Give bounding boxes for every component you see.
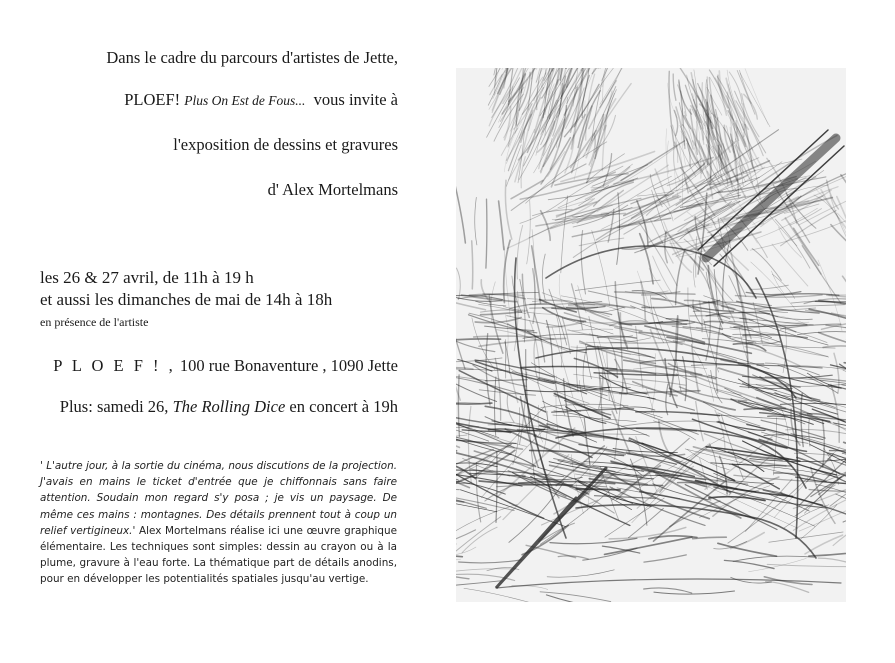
concert-prefix: Plus: samedi 26, [59, 397, 169, 416]
dates-block [40, 267, 332, 333]
invite-text: vous invite à [313, 90, 398, 109]
venue-name: P L O E F ! , [53, 356, 176, 375]
sketch-strokes [456, 68, 846, 602]
address-line [53, 356, 398, 376]
concert-suffix: en concert à 19h [289, 397, 398, 416]
street-address: 100 rue Bonaventure , 1090 Jette [179, 356, 398, 375]
band-name: The Rolling Dice [172, 397, 286, 416]
dates-may: et aussi les dimanches de mai de 14h à 18h [40, 290, 333, 309]
organizer-name: PLOEF! [124, 90, 181, 109]
drawing-svg [456, 68, 846, 602]
artist-quote [40, 458, 397, 588]
pencil-drawing-hand-icon [456, 68, 846, 602]
intro-line: Dans le cadre du parcours d'artistes de Jette, [106, 48, 398, 67]
dates-april: les 26 & 27 avril, de 11h à 19 h [40, 268, 254, 287]
quote-italic: ' L'autre jour, à la sortie du cinéma, nous discutions de la projection. J'avais en mains le ticket d'entrée que je chiffonnais sans faire attention. Soudain mon regard s'y posa ; je vis un paysage. De même ces mains : montagnes. Des détails prennent tout à coup un relief vertigineux.' [40, 460, 397, 537]
concert-line [60, 397, 398, 417]
organizer-full-name: Plus On Est de Fous... [184, 93, 306, 108]
organizer-line [124, 90, 398, 110]
artist-line: d' Alex Mortelmans [267, 180, 398, 199]
artist-presence-note: en présence de l'artiste [40, 315, 149, 329]
quote-description: Alex Mortelmans réalise ici une œuvre graphique élémentaire. Les techniques sont simples: dessin au crayon ou à la plume, gravure à l'eau forte. La thématique part de détails anodins, pour en développer les potentialités spatiales jusqu'au vertige. [40, 524, 397, 586]
exhibition-line: l'exposition de dessins et gravures [173, 135, 398, 154]
